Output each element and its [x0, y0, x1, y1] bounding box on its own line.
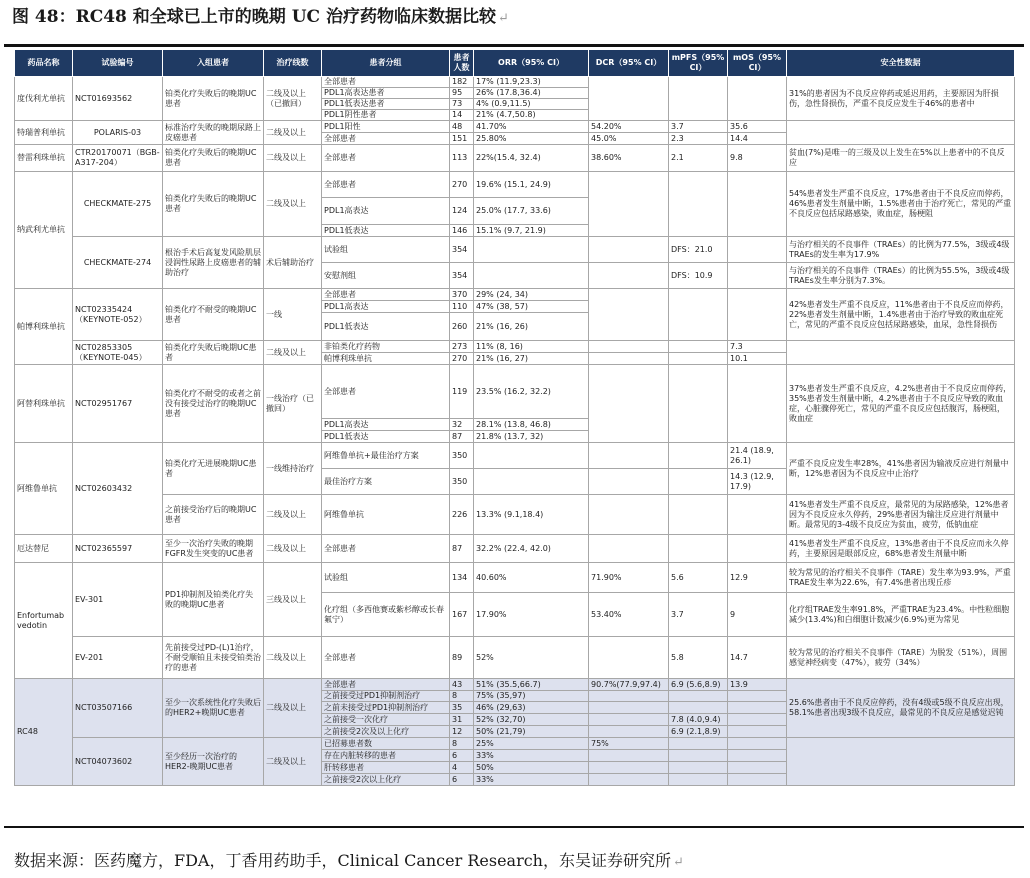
- orr-cell: 50% (21,79): [474, 726, 589, 738]
- table-row: [15, 637, 1015, 679]
- dcr-cell: 54.20%: [589, 121, 669, 133]
- dcr-cell: [589, 443, 669, 469]
- safety-cell: 与治疗相关的不良事件（TRAEs）的比例为55.5%，3级或4级TRAEs发生率分别为7.3%。: [787, 263, 1015, 289]
- orr-cell: 22%(15.4, 32.4): [474, 145, 589, 172]
- group-cell: 全部患者: [322, 637, 450, 679]
- os-cell: [728, 691, 787, 702]
- orr-cell: 23.5% (16.2, 32.2): [474, 365, 589, 419]
- dcr-cell: [589, 714, 669, 726]
- line-cell: 二线及以上: [264, 495, 322, 535]
- top-rule: [4, 44, 1024, 47]
- line-cell: 一线: [264, 289, 322, 341]
- dcr-cell: [589, 774, 669, 786]
- group-cell: 全部患者: [322, 145, 450, 172]
- trial-id-cell: NCT02335424（KEYNOTE-052）: [73, 289, 163, 341]
- enrolled-cell: 铂类化疗无进展晚期UC患者: [163, 443, 264, 495]
- os-cell: [728, 714, 787, 726]
- table-row: [15, 121, 1015, 133]
- orr-cell: 15.1% (9.7, 21.9): [474, 225, 589, 237]
- pfs-cell: [669, 172, 728, 237]
- group-cell: PDL1高表达患者: [322, 88, 450, 99]
- drug-name-cell: 替雷利珠单抗: [15, 145, 73, 172]
- table-row: [15, 738, 1015, 750]
- dcr-cell: [589, 77, 669, 121]
- n-cell: 354: [450, 237, 474, 263]
- group-cell: PDL1高表达: [322, 198, 450, 225]
- enrolled-cell: 至少经历一次治疗的HER2-晚期UC患者: [163, 738, 264, 786]
- group-cell: 阿维鲁单抗: [322, 495, 450, 535]
- header-cell: 患者分组: [322, 50, 450, 77]
- orr-cell: 13.3% (9.1,18.4): [474, 495, 589, 535]
- orr-cell: [474, 443, 589, 469]
- dcr-cell: [589, 691, 669, 702]
- drug-name-cell: 帕博利珠单抗: [15, 289, 73, 365]
- orr-cell: 41.70%: [474, 121, 589, 133]
- table-row: [15, 679, 1015, 691]
- n-cell: 350: [450, 443, 474, 469]
- orr-cell: 46% (29,63): [474, 702, 589, 714]
- os-cell: [728, 535, 787, 563]
- table-row: [15, 563, 1015, 593]
- line-cell: 二线及以上（已撤回）: [264, 77, 322, 121]
- orr-cell: [474, 237, 589, 263]
- dcr-cell: [589, 365, 669, 443]
- group-cell: 安慰剂组: [322, 263, 450, 289]
- enrolled-cell: 铂类化疗不耐受的晚期UC患者: [163, 289, 264, 341]
- orr-cell: 25.0% (17.7, 33.6): [474, 198, 589, 225]
- n-cell: 48: [450, 121, 474, 133]
- trial-id-cell: NCT02365597: [73, 535, 163, 563]
- trial-id-cell: NCT03507166: [73, 679, 163, 738]
- dcr-cell: [589, 702, 669, 714]
- os-cell: 14.4: [728, 133, 787, 145]
- drug-name-cell: 阿维鲁单抗: [15, 443, 73, 535]
- orr-cell: 17.90%: [474, 593, 589, 637]
- safety-cell: 与治疗相关的不良事件（TRAEs）的比例为77.5%，3级或4级TRAEs的发生率为17.9%: [787, 237, 1015, 263]
- n-cell: 146: [450, 225, 474, 237]
- enrolled-cell: 铂类化疗失败后的晚期UC患者: [163, 77, 264, 121]
- pfs-cell: [669, 469, 728, 495]
- enrolled-cell: PD1抑制剂及铂类化疗失败的晚期UC患者: [163, 563, 264, 637]
- drug-name-cell: 特瑞普利单抗: [15, 121, 73, 145]
- os-cell: [728, 702, 787, 714]
- pfs-cell: [669, 762, 728, 774]
- drug-name-cell: 度伐利尤单抗: [15, 77, 73, 121]
- pfs-cell: 2.1: [669, 145, 728, 172]
- os-cell: [728, 263, 787, 289]
- n-cell: 124: [450, 198, 474, 225]
- pfs-cell: [669, 750, 728, 762]
- n-cell: 151: [450, 133, 474, 145]
- trial-id-cell: NCT02603432: [73, 443, 163, 535]
- line-cell: 二线及以上: [264, 145, 322, 172]
- os-cell: 21.4 (18.9, 26.1): [728, 443, 787, 469]
- dcr-cell: 53.40%: [589, 593, 669, 637]
- pfs-cell: 5.6: [669, 563, 728, 593]
- line-cell: 术后辅助治疗: [264, 237, 322, 289]
- orr-cell: 52%: [474, 637, 589, 679]
- dcr-cell: 45.0%: [589, 133, 669, 145]
- os-cell: 10.1: [728, 353, 787, 365]
- line-cell: 三线及以上: [264, 563, 322, 637]
- header-cell: mOS（95% CI）: [728, 50, 787, 77]
- enrolled-cell: 铂类化疗失败后的晚期UC患者: [163, 145, 264, 172]
- header-cell: 治疗线数: [264, 50, 322, 77]
- pfs-cell: DFS：10.9: [669, 263, 728, 289]
- n-cell: 35: [450, 702, 474, 714]
- n-cell: 270: [450, 353, 474, 365]
- orr-cell: 28.1% (13.8, 46.8): [474, 419, 589, 431]
- safety-cell: 化疗组TRAE发生率91.8%，严重TRAE为23.4%。中性粒细胞减少(13.4%)和白细胞计数减少(6.9%)更为常见: [787, 593, 1015, 637]
- group-cell: 之前接受一次化疗: [322, 714, 450, 726]
- orr-cell: 17% (11.9,23.3): [474, 77, 589, 88]
- pfs-cell: [669, 774, 728, 786]
- n-cell: 14: [450, 110, 474, 121]
- n-cell: 182: [450, 77, 474, 88]
- enrolled-cell: 至少一次系统性化疗失败后的HER2+晚期UC患者: [163, 679, 264, 738]
- pfs-cell: 3.7: [669, 121, 728, 133]
- dcr-cell: [589, 263, 669, 289]
- safety-cell: 37%患者发生严重不良反应，4.2%患者由于不良反应而停药，35%患者发生剂量中断，4.2%患者由于不良反应导致的败血症，心脏骤停死亡，常见的严重不良反应包括腹泻，肠梗阻，败血症: [787, 365, 1015, 443]
- line-cell: 二线及以上: [264, 738, 322, 786]
- header-cell: 试验编号: [73, 50, 163, 77]
- os-cell: [728, 237, 787, 263]
- n-cell: 87: [450, 535, 474, 563]
- group-cell: PDL1高表达: [322, 419, 450, 431]
- group-cell: PDL1高表达: [322, 301, 450, 313]
- os-cell: [728, 495, 787, 535]
- header-cell: 入组患者: [163, 50, 264, 77]
- trial-id-cell: CTR20170071（BGB-A317-204）: [73, 145, 163, 172]
- n-cell: 354: [450, 263, 474, 289]
- os-cell: [728, 762, 787, 774]
- safety-cell: 严重不良反应发生率28%，41%患者因为输液反应进行剂量中断，12%患者因为不良反应中止治疗: [787, 443, 1015, 495]
- os-cell: [728, 738, 787, 750]
- orr-cell: 19.6% (15.1, 24.9): [474, 172, 589, 198]
- bottom-rule: [4, 826, 1024, 828]
- group-cell: 全部患者: [322, 289, 450, 301]
- figure-title: 图 48：RC48 和全球已上市的晚期 UC 治疗药物临床数据比较 ↵: [12, 7, 509, 27]
- pfs-cell: [669, 353, 728, 365]
- n-cell: 73: [450, 99, 474, 110]
- os-cell: 9.8: [728, 145, 787, 172]
- safety-cell: 42%患者发生严重不良反应，11%患者由于不良反应而停药，22%患者发生剂量中断，1.4%患者由于治疗导致的败血症死亡，常见的严重不良反应包括尿路感染，血尿，急性肾损伤: [787, 289, 1015, 341]
- n-cell: 260: [450, 313, 474, 341]
- os-cell: 14.3 (12.9, 17.9): [728, 469, 787, 495]
- enrolled-cell: 至少一次治疗失败的晚期FGFR发生突变的UC患者: [163, 535, 264, 563]
- n-cell: 32: [450, 419, 474, 431]
- orr-cell: 26% (17.8,36.4): [474, 88, 589, 99]
- group-cell: 全部患者: [322, 365, 450, 419]
- group-cell: 之前接受2次以上化疗: [322, 774, 450, 786]
- trial-id-cell: EV-201: [73, 637, 163, 679]
- safety-cell: 41%患者发生严重不良反应，最常见的为尿路感染，12%患者因为不良反应永久停药，29%患者因为输注反应进行剂量中断。最常见的3-4级不良反应为贫血，疲劳，低钠血症: [787, 495, 1015, 535]
- group-cell: 之前接受过PD1抑制剂治疗: [322, 691, 450, 702]
- pfs-cell: 2.3: [669, 133, 728, 145]
- drug-name-cell: Enfortumab vedotin: [15, 563, 73, 679]
- line-cell: 二线及以上: [264, 341, 322, 365]
- n-cell: 4: [450, 762, 474, 774]
- os-cell: [728, 750, 787, 762]
- group-cell: 试验组: [322, 563, 450, 593]
- orr-cell: 32.2% (22.4, 42.0): [474, 535, 589, 563]
- dcr-cell: [589, 237, 669, 263]
- line-cell: 二线及以上: [264, 679, 322, 738]
- n-cell: 167: [450, 593, 474, 637]
- group-cell: 全部患者: [322, 77, 450, 88]
- n-cell: 370: [450, 289, 474, 301]
- pfs-cell: [669, 702, 728, 714]
- group-cell: 非铂类化疗药物: [322, 341, 450, 353]
- n-cell: 6: [450, 750, 474, 762]
- trial-id-cell: CHECKMATE-275: [73, 172, 163, 237]
- pfs-cell: [669, 77, 728, 121]
- enrolled-cell: 根治手术后高复发风险肌层浸润性尿路上皮癌患者的辅助治疗: [163, 237, 264, 289]
- n-cell: 8: [450, 738, 474, 750]
- orr-cell: 25%: [474, 738, 589, 750]
- pfs-cell: [669, 495, 728, 535]
- line-cell: 二线及以上: [264, 637, 322, 679]
- pfs-cell: [669, 691, 728, 702]
- header-cell: 患者人数: [450, 50, 474, 77]
- pfs-cell: 5.8: [669, 637, 728, 679]
- n-cell: 119: [450, 365, 474, 419]
- dcr-cell: [589, 172, 669, 237]
- n-cell: 12: [450, 726, 474, 738]
- safety-cell: [787, 121, 1015, 145]
- group-cell: 之前接受2次及以上化疗: [322, 726, 450, 738]
- orr-cell: 75% (35,97): [474, 691, 589, 702]
- group-cell: 全部患者: [322, 172, 450, 198]
- n-cell: 113: [450, 145, 474, 172]
- table-row: [15, 172, 1015, 198]
- pfs-cell: [669, 365, 728, 443]
- dcr-cell: [589, 535, 669, 563]
- orr-cell: 29% (24, 34): [474, 289, 589, 301]
- drug-name-cell: 纳武利尤单抗: [15, 172, 73, 289]
- dcr-cell: 75%: [589, 738, 669, 750]
- n-cell: 95: [450, 88, 474, 99]
- trial-id-cell: NCT02853305（KEYNOTE-045）: [73, 341, 163, 365]
- table-row: [15, 535, 1015, 563]
- os-cell: [728, 77, 787, 121]
- orr-cell: 25.80%: [474, 133, 589, 145]
- source-note: 数据来源：医药魔方，FDA，丁香用药助手，Clinical Cancer Research，东吴证券研究所 ↵: [14, 851, 684, 870]
- pfs-cell: 6.9 (5.6,8.9): [669, 679, 728, 691]
- enrolled-cell: 先前接受过PD-(L)1治疗，不耐受顺铂且未接受铂类治疗的患者: [163, 637, 264, 679]
- group-cell: 试验组: [322, 237, 450, 263]
- table-row: [15, 145, 1015, 172]
- orr-cell: 11% (8, 16): [474, 341, 589, 353]
- n-cell: 226: [450, 495, 474, 535]
- enrolled-cell: 铂类化疗失败后的晚期UC患者: [163, 172, 264, 237]
- n-cell: 89: [450, 637, 474, 679]
- table-row: [15, 289, 1015, 301]
- orr-cell: 21% (16, 26): [474, 313, 589, 341]
- orr-cell: 47% (38, 57): [474, 301, 589, 313]
- n-cell: 110: [450, 301, 474, 313]
- orr-cell: [474, 469, 589, 495]
- header-cell: ORR（95% CI）: [474, 50, 589, 77]
- group-cell: 全部患者: [322, 133, 450, 145]
- pfs-cell: 7.8 (4.0,9.4): [669, 714, 728, 726]
- pfs-cell: [669, 535, 728, 563]
- header-cell: 药品名称: [15, 50, 73, 77]
- trial-id-cell: CHECKMATE-274: [73, 237, 163, 289]
- os-cell: [728, 365, 787, 443]
- header-cell: 安全性数据: [787, 50, 1015, 77]
- trial-id-cell: POLARIS-03: [73, 121, 163, 145]
- enrolled-cell: 铂类化疗失败后晚期UC患者: [163, 341, 264, 365]
- table-row: [15, 495, 1015, 535]
- safety-cell: 较为常见的治疗相关不良事件（TARE）为脱发（51%），周围感觉神经病变（47%），疲劳（34%）: [787, 637, 1015, 679]
- dcr-cell: [589, 289, 669, 341]
- safety-cell: 贫血(7%)是唯一的三级及以上发生在5%以上患者中的不良反应: [787, 145, 1015, 172]
- group-cell: PDL1低表达: [322, 431, 450, 443]
- return-mark: ↵: [673, 855, 684, 870]
- n-cell: 270: [450, 172, 474, 198]
- group-cell: 阿维鲁单抗+最佳治疗方案: [322, 443, 450, 469]
- n-cell: 6: [450, 774, 474, 786]
- group-cell: 全部患者: [322, 679, 450, 691]
- dcr-cell: [589, 750, 669, 762]
- orr-cell: 21% (4.7,50.8): [474, 110, 589, 121]
- line-cell: 二线及以上: [264, 172, 322, 237]
- drug-name-cell: 厄达替尼: [15, 535, 73, 563]
- os-cell: 12.9: [728, 563, 787, 593]
- drug-name-cell: RC48: [15, 679, 73, 786]
- pfs-cell: 6.9 (2.1,8.9): [669, 726, 728, 738]
- pfs-cell: [669, 341, 728, 353]
- pfs-cell: [669, 443, 728, 469]
- orr-cell: 21.8% (13.7, 32): [474, 431, 589, 443]
- dcr-cell: 71.90%: [589, 563, 669, 593]
- group-cell: PDL1低表达: [322, 313, 450, 341]
- orr-cell: [474, 263, 589, 289]
- trial-id-cell: NCT04073602: [73, 738, 163, 786]
- dcr-cell: [589, 469, 669, 495]
- dcr-cell: [589, 353, 669, 365]
- dcr-cell: [589, 637, 669, 679]
- os-cell: [728, 172, 787, 237]
- os-cell: 14.7: [728, 637, 787, 679]
- n-cell: 31: [450, 714, 474, 726]
- table-row: [15, 443, 1015, 469]
- orr-cell: 50%: [474, 762, 589, 774]
- trial-id-cell: EV-301: [73, 563, 163, 637]
- pfs-cell: 3.7: [669, 593, 728, 637]
- group-cell: PDL1阳性: [322, 121, 450, 133]
- group-cell: 存在内脏转移的患者: [322, 750, 450, 762]
- os-cell: 9: [728, 593, 787, 637]
- pfs-cell: [669, 738, 728, 750]
- group-cell: 肝转移患者: [322, 762, 450, 774]
- enrolled-cell: 标准治疗失败的晚期尿路上皮癌患者: [163, 121, 264, 145]
- group-cell: 全部患者: [322, 535, 450, 563]
- os-cell: 35.6: [728, 121, 787, 133]
- pfs-cell: [669, 289, 728, 341]
- n-cell: 87: [450, 431, 474, 443]
- os-cell: [728, 774, 787, 786]
- n-cell: 273: [450, 341, 474, 353]
- drug-name-cell: 阿替利珠单抗: [15, 365, 73, 443]
- pfs-cell: DFS：21.0: [669, 237, 728, 263]
- return-mark: ↵: [498, 11, 509, 26]
- enrolled-cell: 之前接受治疗后的晚期UC患者: [163, 495, 264, 535]
- safety-cell: [787, 738, 1015, 786]
- safety-cell: 41%患者发生严重不良反应，13%患者由于不良反应而永久停药，主要原因是眼部反应，68%患者发生剂量中断: [787, 535, 1015, 563]
- dcr-cell: 90.7%(77.9,97.4): [589, 679, 669, 691]
- orr-cell: 51% (35.5,66.7): [474, 679, 589, 691]
- n-cell: 134: [450, 563, 474, 593]
- trial-id-cell: NCT01693562: [73, 77, 163, 121]
- header-cell: DCR（95% CI）: [589, 50, 669, 77]
- orr-cell: 33%: [474, 750, 589, 762]
- line-cell: 一线维持治疗: [264, 443, 322, 495]
- group-cell: 化疗组（多西他赛或紫杉醇或长春氟宁）: [322, 593, 450, 637]
- table-row: [15, 365, 1015, 419]
- group-cell: PDL1低表达: [322, 225, 450, 237]
- dcr-cell: [589, 726, 669, 738]
- header-cell: mPFS（95% CI）: [669, 50, 728, 77]
- safety-cell: [787, 341, 1015, 365]
- orr-cell: 33%: [474, 774, 589, 786]
- line-cell: 二线及以上: [264, 121, 322, 145]
- safety-cell: 25.6%患者由于不良反应停药，没有4级或5级不良反应出现，58.1%患者出现3级不良反应，最常见的不良反应是感觉迟钝: [787, 679, 1015, 738]
- group-cell: 最佳治疗方案: [322, 469, 450, 495]
- dcr-cell: [589, 495, 669, 535]
- safety-cell: 54%患者发生严重不良反应，17%患者由于不良反应而停药，46%患者发生剂量中断，1.5%患者由于治疗死亡，常见的严重不良反应包括尿路感染，败血症，肠梗阻: [787, 172, 1015, 237]
- dcr-cell: [589, 341, 669, 353]
- dcr-cell: [589, 762, 669, 774]
- safety-cell: 31%的患者因为不良反应停药或延迟用药，主要原因为肝损伤，急性肾损伤，严重不良反应发生于46%的患者中: [787, 77, 1015, 121]
- group-cell: PDL1低表达患者: [322, 99, 450, 110]
- os-cell: 7.3: [728, 341, 787, 353]
- orr-cell: 4% (0.9,11.5): [474, 99, 589, 110]
- orr-cell: 21% (16, 27): [474, 353, 589, 365]
- group-cell: 之前未接受过PD1抑制剂治疗: [322, 702, 450, 714]
- table-header-row: [15, 50, 1015, 77]
- enrolled-cell: 铂类化疗不耐受的或者之前没有接受过治疗的晚期UC患者: [163, 365, 264, 443]
- n-cell: 43: [450, 679, 474, 691]
- orr-cell: 40.60%: [474, 563, 589, 593]
- n-cell: 8: [450, 691, 474, 702]
- group-cell: 帕博利珠单抗: [322, 353, 450, 365]
- line-cell: 一线治疗（已撤回）: [264, 365, 322, 443]
- n-cell: 350: [450, 469, 474, 495]
- safety-cell: 较为常见的治疗相关不良事件（TARE）发生率为93.9%，严重TRAE发生率为22.6%，有7.4%患者出现丘疹: [787, 563, 1015, 593]
- dcr-cell: 38.60%: [589, 145, 669, 172]
- group-cell: 已招募患者数: [322, 738, 450, 750]
- line-cell: 二线及以上: [264, 535, 322, 563]
- os-cell: [728, 726, 787, 738]
- table-row: [15, 237, 1015, 263]
- comparison-table: [14, 49, 1015, 786]
- table-row: [15, 341, 1015, 353]
- table-row: [15, 77, 1015, 88]
- orr-cell: 52% (32,70): [474, 714, 589, 726]
- trial-id-cell: NCT02951767: [73, 365, 163, 443]
- group-cell: PDL1阴性患者: [322, 110, 450, 121]
- os-cell: 13.9: [728, 679, 787, 691]
- os-cell: [728, 289, 787, 341]
